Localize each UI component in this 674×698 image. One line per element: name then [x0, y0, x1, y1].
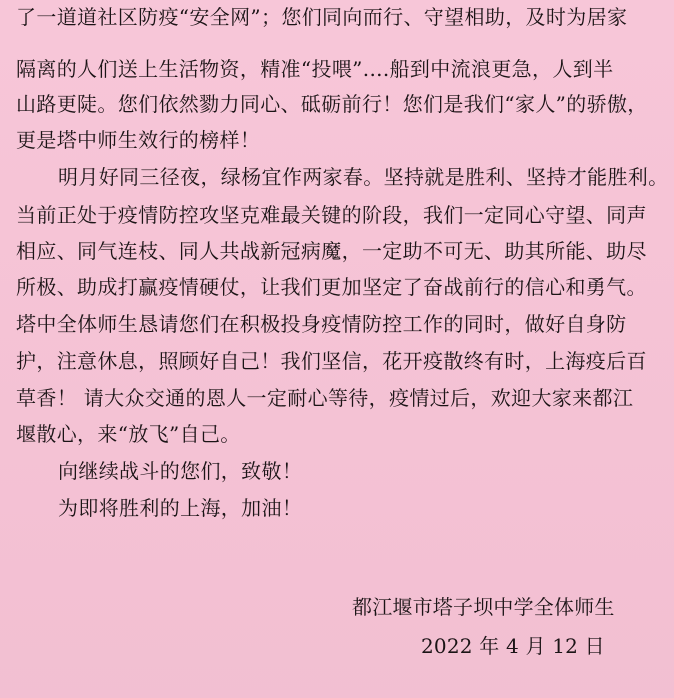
letter-line: 了一道道社区防疫“安全网”；您们同向而行、守望相助，及时为居家	[16, 5, 628, 29]
letter-line: 明月好同三径夜，绿杨宜作两家春。坚持就是胜利、坚持才能胜利。	[58, 165, 669, 189]
letter-line: 堰散心，来“放飞”自己。	[16, 422, 241, 446]
letter-line: 护，注意休息，照顾好自己！我们坚信，花开疫散终有时，上海疫后百	[16, 349, 647, 373]
signature-date: 2022 年 4 月 12 日	[421, 634, 605, 658]
signature-name: 都江堰市塔子坝中学全体师生	[352, 595, 615, 619]
letter-line: 塔中全体师生恳请您们在积极投身疫情防控工作的同时，做好自身防	[16, 312, 627, 336]
letter-line: 当前正处于疫情防控攻坚克难最关键的阶段，我们一定同心守望、同声	[16, 203, 647, 227]
letter-line: 山路更陡。您们依然勠力同心、砥砺前行！您们是我们“家人”的骄傲，	[16, 92, 648, 116]
letter-line: 隔离的人们送上生活物资，精准“投喂”....船到中流浪更急，人到半	[16, 57, 614, 81]
letter-line: 相应、同气连枝、同人共战新冠病魔，一定助不可无、助其所能、助尽	[16, 239, 647, 263]
letter-line: 所极、助成打赢疫情硬仗，让我们更加坚定了奋战前行的信心和勇气。	[16, 275, 647, 299]
letter-line: 草香！ 请大众交通的恩人一定耐心等待，疫情过后，欢迎大家来都江	[16, 386, 634, 410]
letter-line: 向继续战斗的您们，致敬！	[58, 459, 303, 483]
letter-line: 更是塔中师生效行的榜样！	[16, 128, 261, 152]
letter-line: 为即将胜利的上海，加油！	[58, 496, 303, 520]
